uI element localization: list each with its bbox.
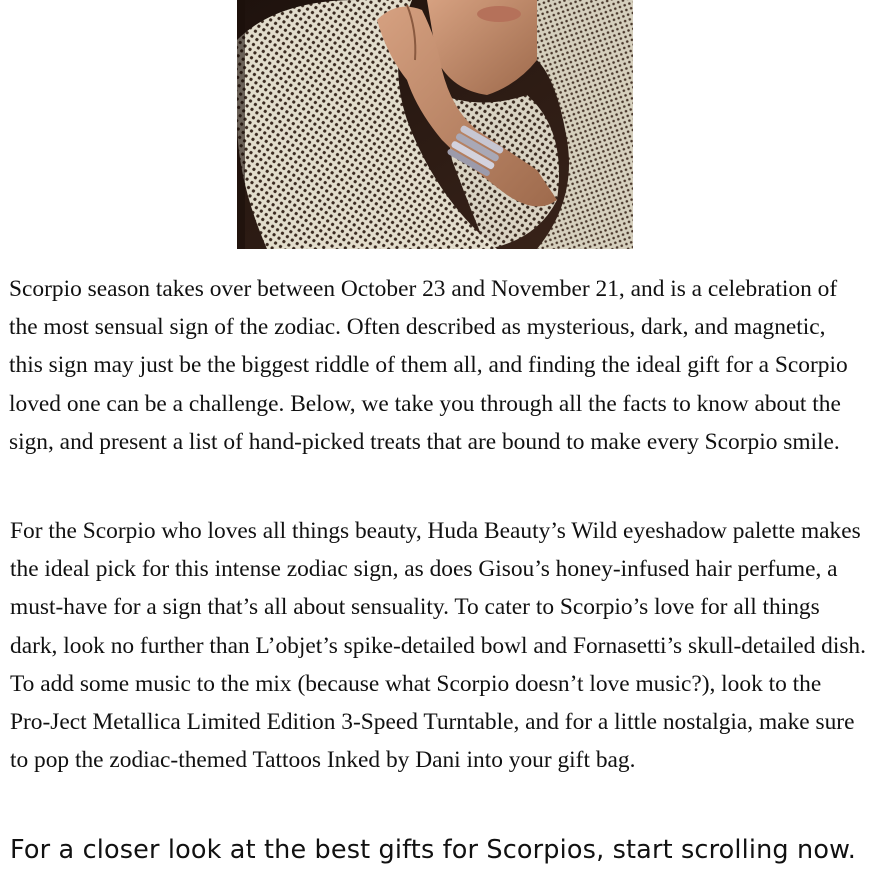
- scroll-call-to-action: For a closer look at the best gifts for Scorpios, start scrolling now.: [10, 835, 856, 865]
- article-intro-paragraph: Scorpio season takes over between October 23 and November 21, and is a celebration of the most sensual sign of the zodiac. Often described as mysterious, dark, and magnetic, this sign may just be the biggest riddle of them all, and finding the ideal gift for a Scorpio loved one can be a challenge. Below, we take you through all the facts to know about the sign, and present a list of hand-picked treats that are bound to make every Scorpio smile.: [9, 276, 848, 455]
- article-gift-paragraph: For the Scorpio who loves all things beauty, Huda Beauty’s Wild eyeshadow palette makes the ideal pick for this intense zodiac sign, as does Gisou’s honey-infused hair perfume, a must-have for a sign that’s all about sensuality. To cater to Scorpio’s love for all things dark, look no further than L’objet’s spike-detailed bowl and Fornasetti’s skull-detailed dish. To add some music to the mix (because what Scorpio doesn’t love music?), look to the Pro-Ject Metallica Limited Edition 3-Speed Turntable, and for a little nostalgia, make sure to pop the zodiac-themed Tattoos Inked by Dani into your gift bag.: [10, 518, 866, 774]
- hero-image: [237, 0, 633, 249]
- fashion-photo-icon: [237, 0, 633, 249]
